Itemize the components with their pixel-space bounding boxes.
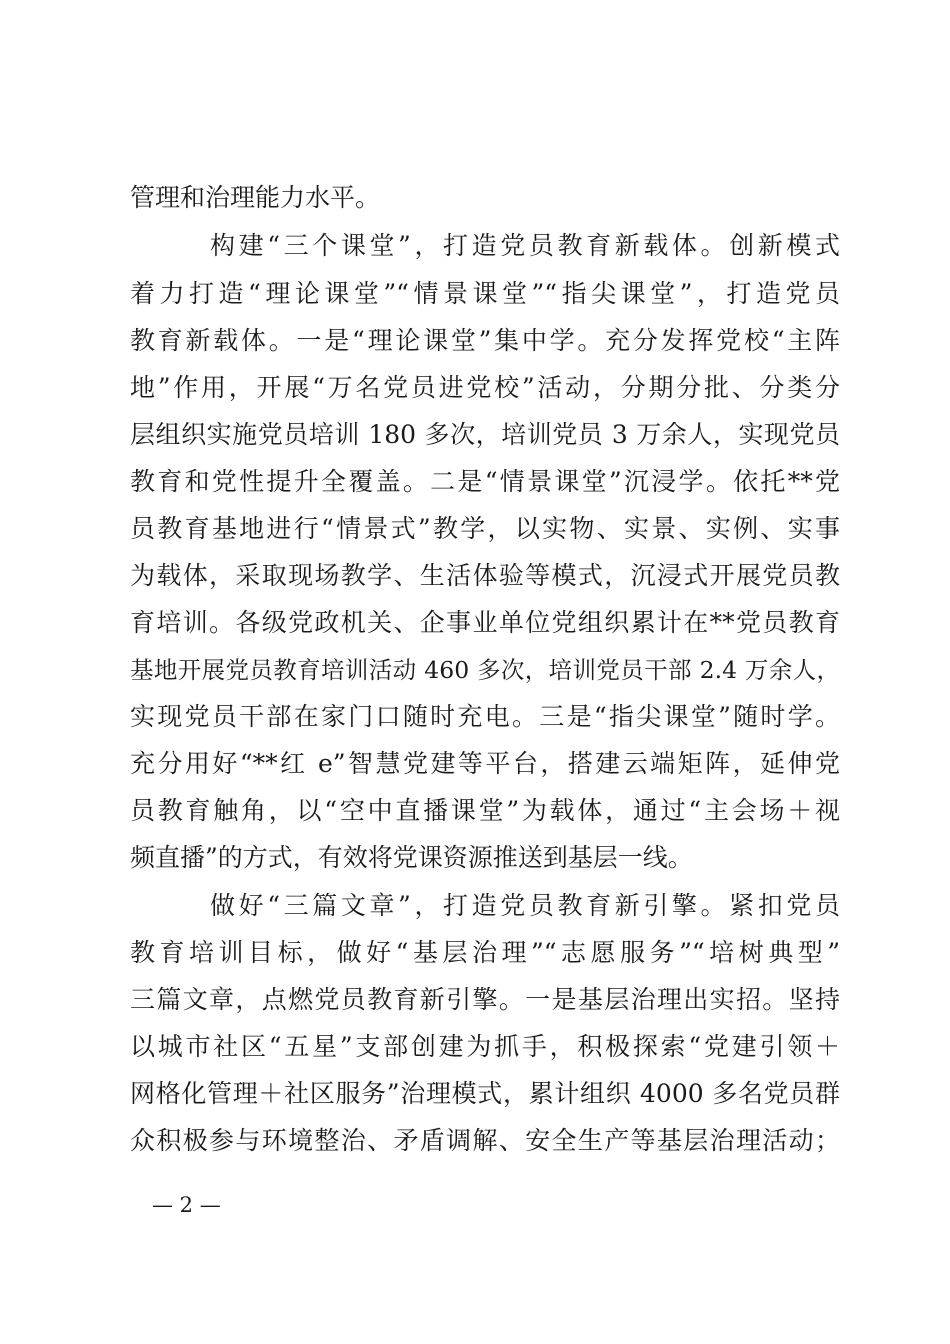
text-line-11: 基地开展党员教育培训活动 460 多次，培训党员干部 2.4 万余人，	[130, 656, 840, 684]
text-line-21: 众积极参与环境整治、矛盾调解、安全生产等基层治理活动；	[130, 1126, 840, 1155]
text-line-5: 地”作用，开展“万名党员进党校”活动，分期分批、分类分	[130, 373, 840, 402]
text-line-10: 育培训。各级党政机关、企事业单位党组织累计在**党员教育	[130, 608, 840, 637]
text-line-18: 三篇文章，点燃党员教育新引擎。一是基层治理出实招。坚持	[130, 985, 840, 1014]
page-number: — 2 —	[152, 1193, 221, 1217]
section-heading-three-articles: 做好“三篇文章”，打造党员教育新引擎。紧扣党员	[210, 891, 840, 920]
text-line-19: 以城市社区“五星”支部创建为抓手，积极探索“党建引领＋	[130, 1032, 840, 1061]
text-line-15: 频直播”的方式，有效将党课资源推送到基层一线。	[130, 843, 693, 872]
text-line-3: 着力打造“理论课堂”“情景课堂”“指尖课堂”，打造党员	[130, 279, 840, 308]
text-line-1: 管理和治理能力水平。	[130, 183, 381, 212]
text-line-13: 充分用好“**红 e”智慧党建等平台，搭建云端矩阵，延伸党	[130, 749, 840, 778]
text-line-7: 教育和党性提升全覆盖。二是“情景课堂”沉浸学。依托**党	[130, 467, 840, 496]
text-line-8: 员教育基地进行“情景式”教学，以实物、实景、实例、实事	[130, 514, 840, 543]
text-line-4: 教育新载体。一是“理论课堂”集中学。充分发挥党校“主阵	[130, 326, 840, 355]
text-line-20: 网格化管理＋社区服务”治理模式，累计组织 4000 多名党员群	[130, 1079, 840, 1108]
text-line-14: 员教育触角，以“空中直播课堂”为载体，通过“主会场＋视	[130, 796, 840, 825]
text-line-6: 层组织实施党员培训 180 多次，培训党员 3 万余人，实现党员	[130, 420, 840, 449]
text-line-9: 为载体，采取现场教学、生活体验等模式，沉浸式开展党员教	[130, 561, 840, 590]
section-heading-three-classrooms: 构建“三个课堂”，打造党员教育新载体。创新模式	[210, 231, 840, 260]
text-line-12: 实现党员干部在家门口随时充电。三是“指尖课堂”随时学。	[130, 702, 840, 731]
text-line-17: 教育培训目标，做好“基层治理”“志愿服务”“培树典型”	[130, 938, 840, 967]
